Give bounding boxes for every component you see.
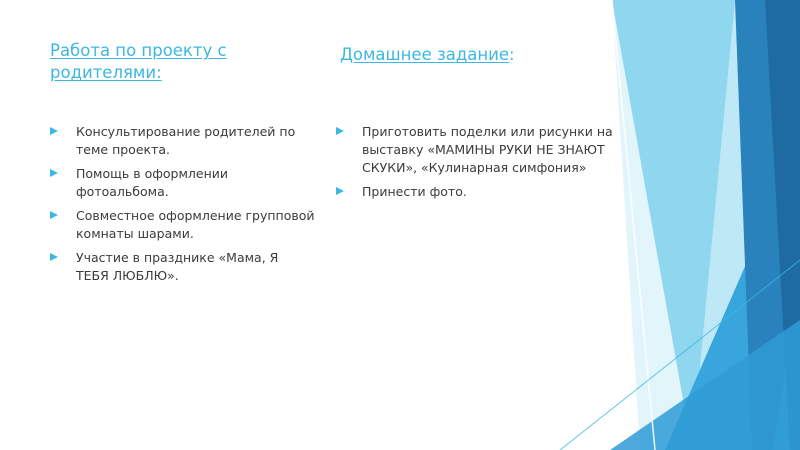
list-item	[50, 165, 315, 201]
right-heading	[340, 44, 590, 66]
arrow-bullet-icon	[336, 127, 344, 135]
list-item	[336, 123, 616, 177]
left-heading: Работа по проекту с родителями:	[50, 41, 227, 82]
list-item	[50, 207, 315, 243]
list-item	[50, 123, 315, 159]
right-heading-colon: :	[509, 45, 515, 64]
arrow-bullet-icon	[336, 187, 344, 195]
arrow-bullet-icon	[50, 169, 58, 177]
list-item-text: Участие в празднике «Мама, Я ТЕБЯ ЛЮБЛЮ».	[76, 250, 279, 283]
list-item	[336, 183, 616, 201]
right-heading-text: Домашнее задание	[340, 45, 510, 64]
list-item-text: Приготовить поделки или рисунки на выставку «МАМИНЫ РУКИ НЕ ЗНАЮТ СКУКИ», «Кулинарная симфония»	[362, 124, 613, 175]
list-item-text: Консультирование родителей по теме проекта.	[76, 124, 296, 157]
arrow-bullet-icon	[50, 211, 58, 219]
list-item	[50, 249, 315, 285]
list-item-text: Совместное оформление групповой комнаты шарами.	[76, 208, 315, 241]
arrow-bullet-icon	[50, 253, 58, 261]
arrow-bullet-icon	[50, 127, 58, 135]
right-bullet-list	[336, 123, 616, 207]
left-bullet-list	[50, 123, 315, 291]
list-item-text: Помощь в оформлении фотоальбома.	[76, 166, 229, 199]
list-item-text: Принести фото.	[362, 184, 467, 199]
